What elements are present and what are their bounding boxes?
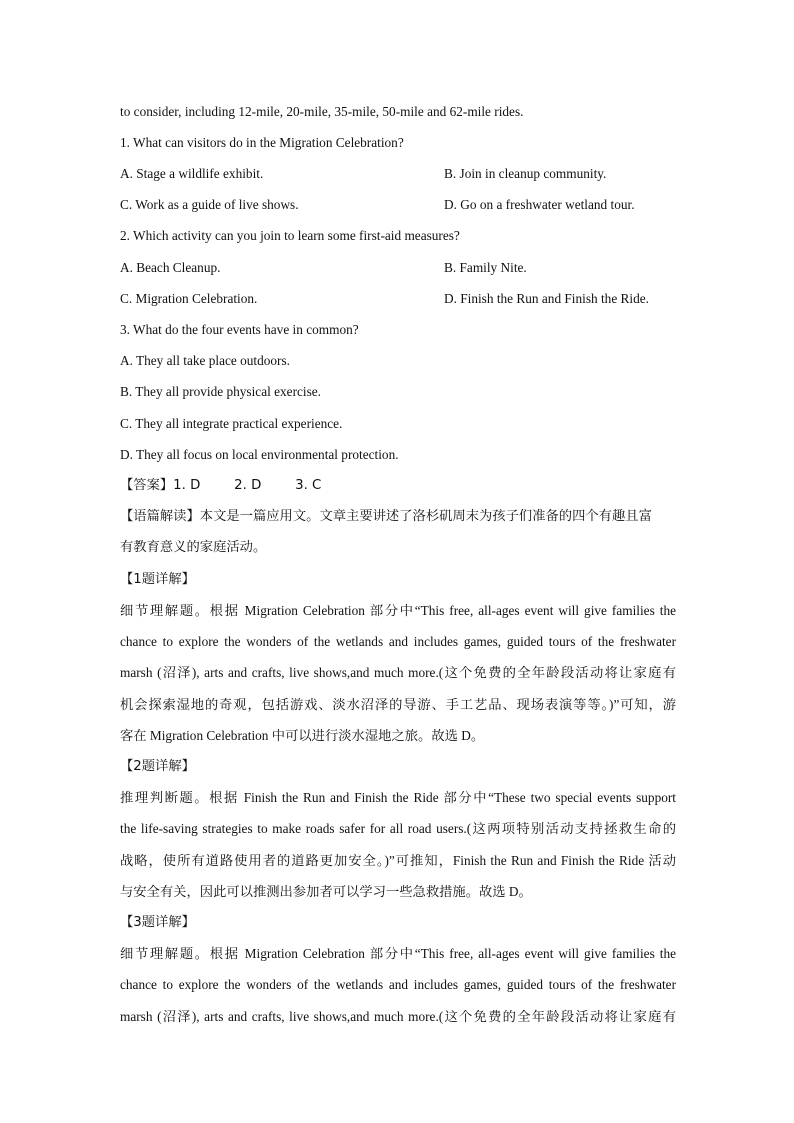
- passage-summary-line-1: 【语篇解读】本文是一篇应用文。文章主要讲述了洛杉矶周末为孩子们准备的四个有趣且富: [120, 509, 652, 524]
- q3-explanation-line-1: 细节理解题。根据 Migration Celebration 部分中“This free, all-ages event will give families the: [120, 946, 676, 961]
- question-1: 1. What can visitors do in the Migration Celebration?: [120, 135, 404, 150]
- q3-option-a: A. They all take place outdoors.: [120, 353, 290, 368]
- q2-option-c: C. Migration Celebration.: [120, 291, 258, 306]
- q2-option-d: D. Finish the Run and Finish the Ride.: [444, 291, 649, 306]
- q1-option-b: B. Join in cleanup community.: [444, 166, 607, 181]
- q1-explanation-heading: 【1题详解】: [120, 572, 195, 587]
- q2-explanation-line-2: the life-saving strategies to make roads safer for all road users.(这两项特别活动支持拯救生命的: [120, 821, 676, 836]
- q3-option-b: B. They all provide physical exercise.: [120, 384, 321, 399]
- q1-explanation-line-4: 机会探索湿地的奇观，包括游戏、淡水沼泽的导游、手工艺品、现场表演等等。)”可知，游: [120, 697, 676, 712]
- q3-option-d: D. They all focus on local environmental protection.: [120, 447, 399, 462]
- question-3: 3. What do the four events have in common?: [120, 322, 359, 337]
- q2-explanation-line-1: 推理判断题。根据 Finish the Run and Finish the Ride 部分中“These two special events support: [120, 790, 676, 805]
- q1-explanation-line-1: 细节理解题。根据 Migration Celebration 部分中“This free, all-ages event will give families the: [120, 603, 676, 618]
- passage-summary-line-2: 有教育意义的家庭活动。: [120, 540, 267, 555]
- q1-explanation-line-2: chance to explore the wonders of the wetlands and includes games, guided tours of the freshwater: [120, 634, 676, 649]
- answer-key: 【答案】1. D 2. D 3. C: [120, 478, 322, 493]
- q1-option-c: C. Work as a guide of live shows.: [120, 197, 299, 212]
- q3-explanation-heading: 【3题详解】: [120, 915, 195, 930]
- q1-explanation-line-3: marsh (沼泽), arts and crafts, live shows,and much more.(这个免费的全年龄段活动将让家庭有: [120, 665, 676, 680]
- question-2: 2. Which activity can you join to learn some first-aid measures?: [120, 228, 460, 243]
- q2-explanation-line-4: 与安全有关，因此可以推测出参加者可以学习一些急救措施。故选 D。: [120, 884, 532, 899]
- q2-option-a: A. Beach Cleanup.: [120, 260, 221, 275]
- q2-option-b: B. Family Nite.: [444, 260, 527, 275]
- q2-explanation-line-3: 战略，使所有道路使用者的道路更加安全。)”可推知，Finish the Run and Finish the Ride 活动: [120, 853, 676, 868]
- passage-continuation: to consider, including 12-mile, 20-mile, 35-mile, 50-mile and 62-mile rides.: [120, 104, 524, 119]
- q3-explanation-line-2: chance to explore the wonders of the wetlands and includes games, guided tours of the freshwater: [120, 977, 676, 992]
- q1-option-a: A. Stage a wildlife exhibit.: [120, 166, 264, 181]
- q2-explanation-heading: 【2题详解】: [120, 759, 195, 774]
- q3-explanation-line-3: marsh (沼泽), arts and crafts, live shows,and much more.(这个免费的全年龄段活动将让家庭有: [120, 1009, 676, 1024]
- q3-option-c: C. They all integrate practical experience.: [120, 416, 343, 431]
- q1-explanation-line-5: 客在 Migration Celebration 中可以进行淡水湿地之旅。故选 D。: [120, 728, 485, 743]
- q1-option-d: D. Go on a freshwater wetland tour.: [444, 197, 635, 212]
